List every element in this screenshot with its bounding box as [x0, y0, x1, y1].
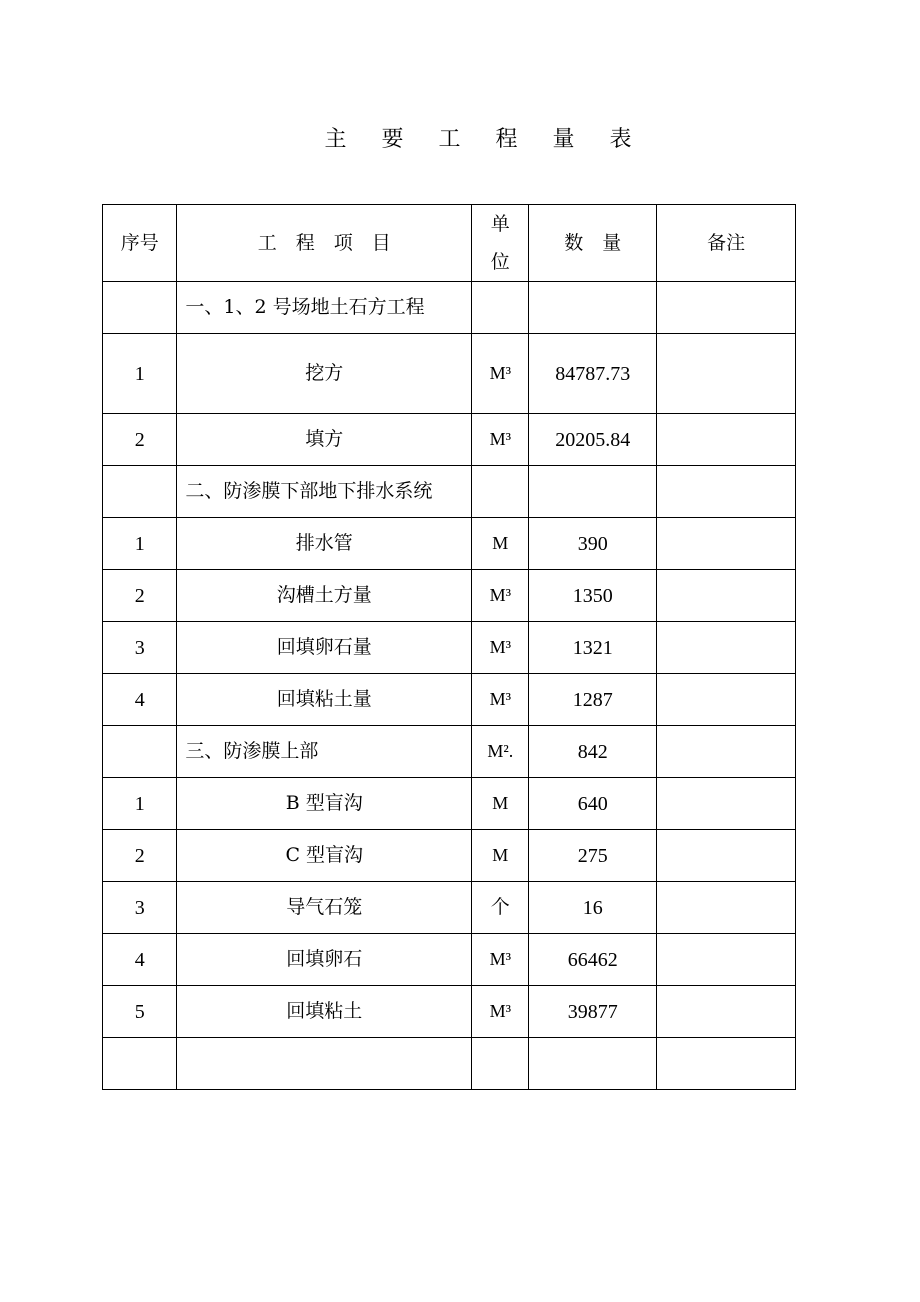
row-section-title: 一、1、2 号场地土石方工程	[177, 282, 472, 334]
row-quantity: 39877	[529, 986, 657, 1038]
header-unit-line2: 位	[490, 251, 510, 273]
row-note	[657, 986, 796, 1038]
row-unit: M³	[472, 934, 529, 986]
row-item: 导气石笼	[177, 882, 472, 934]
row-note	[657, 518, 796, 570]
table-row	[103, 674, 796, 726]
table-row	[103, 778, 796, 830]
row-item	[177, 1038, 472, 1090]
row-quantity	[529, 1038, 657, 1090]
row-quantity: 390	[529, 518, 657, 570]
row-note	[657, 622, 796, 674]
row-index: 1	[103, 778, 177, 830]
row-quantity: 84787.73	[529, 334, 657, 414]
row-note	[657, 570, 796, 622]
row-note	[657, 778, 796, 830]
row-unit: M³	[472, 570, 529, 622]
table-row	[103, 1038, 796, 1090]
row-quantity: 842	[529, 726, 657, 778]
row-item: 排水管	[177, 518, 472, 570]
row-quantity: 640	[529, 778, 657, 830]
row-note	[657, 882, 796, 934]
table-header-row	[103, 205, 796, 282]
table-row	[103, 934, 796, 986]
row-quantity: 1350	[529, 570, 657, 622]
row-note	[657, 334, 796, 414]
header-item: 工 程 项 目	[177, 205, 472, 282]
row-note	[657, 414, 796, 466]
table-row	[103, 414, 796, 466]
row-unit	[472, 1038, 529, 1090]
row-note	[657, 674, 796, 726]
header-note: 备注	[657, 205, 796, 282]
row-item: 沟槽土方量	[177, 570, 472, 622]
row-unit: M².	[472, 726, 529, 778]
header-quantity: 数 量	[529, 205, 657, 282]
row-unit: M³	[472, 674, 529, 726]
row-index: 5	[103, 986, 177, 1038]
row-index	[103, 1038, 177, 1090]
table-row	[103, 282, 796, 334]
row-index: 4	[103, 934, 177, 986]
row-quantity: 1321	[529, 622, 657, 674]
row-item: 回填卵石	[177, 934, 472, 986]
row-quantity: 1287	[529, 674, 657, 726]
row-index: 3	[103, 622, 177, 674]
row-quantity: 66462	[529, 934, 657, 986]
row-item: 填方	[177, 414, 472, 466]
row-unit: M	[472, 778, 529, 830]
row-quantity	[529, 466, 657, 518]
row-unit	[472, 466, 529, 518]
table-row	[103, 466, 796, 518]
row-index: 2	[103, 414, 177, 466]
row-index	[103, 726, 177, 778]
table-row	[103, 986, 796, 1038]
row-index: 1	[103, 334, 177, 414]
row-unit: M³	[472, 622, 529, 674]
table-row	[103, 622, 796, 674]
header-unit	[472, 205, 529, 282]
row-note	[657, 726, 796, 778]
row-quantity: 275	[529, 830, 657, 882]
row-index	[103, 466, 177, 518]
row-section-title: 三、防渗膜上部	[177, 726, 472, 778]
row-unit: M	[472, 830, 529, 882]
row-item: 回填卵石量	[177, 622, 472, 674]
table-row	[103, 830, 796, 882]
table-row	[103, 334, 796, 414]
row-quantity: 20205.84	[529, 414, 657, 466]
row-note	[657, 830, 796, 882]
quantity-table	[102, 204, 796, 1090]
row-note	[657, 1038, 796, 1090]
header-unit-line1: 单	[490, 213, 510, 235]
row-unit: 个	[472, 882, 529, 934]
row-item: 回填粘土量	[177, 674, 472, 726]
row-quantity: 16	[529, 882, 657, 934]
row-item: B 型盲沟	[177, 778, 472, 830]
row-unit: M	[472, 518, 529, 570]
row-item: C 型盲沟	[177, 830, 472, 882]
row-index: 3	[103, 882, 177, 934]
row-unit: M³	[472, 334, 529, 414]
header-index: 序号	[103, 205, 177, 282]
table-row	[103, 518, 796, 570]
row-note	[657, 934, 796, 986]
row-index: 2	[103, 830, 177, 882]
row-quantity	[529, 282, 657, 334]
row-note	[657, 282, 796, 334]
table-row	[103, 882, 796, 934]
row-section-title: 二、防渗膜下部地下排水系统	[177, 466, 472, 518]
row-index: 4	[103, 674, 177, 726]
page-title: 主 要 工 程 量 表	[324, 127, 646, 152]
table-row	[103, 726, 796, 778]
row-unit: M³	[472, 414, 529, 466]
row-item: 回填粘土	[177, 986, 472, 1038]
row-note	[657, 466, 796, 518]
table-row	[103, 570, 796, 622]
row-index: 1	[103, 518, 177, 570]
row-unit: M³	[472, 986, 529, 1038]
row-unit	[472, 282, 529, 334]
row-index	[103, 282, 177, 334]
row-index: 2	[103, 570, 177, 622]
row-item: 挖方	[177, 334, 472, 414]
